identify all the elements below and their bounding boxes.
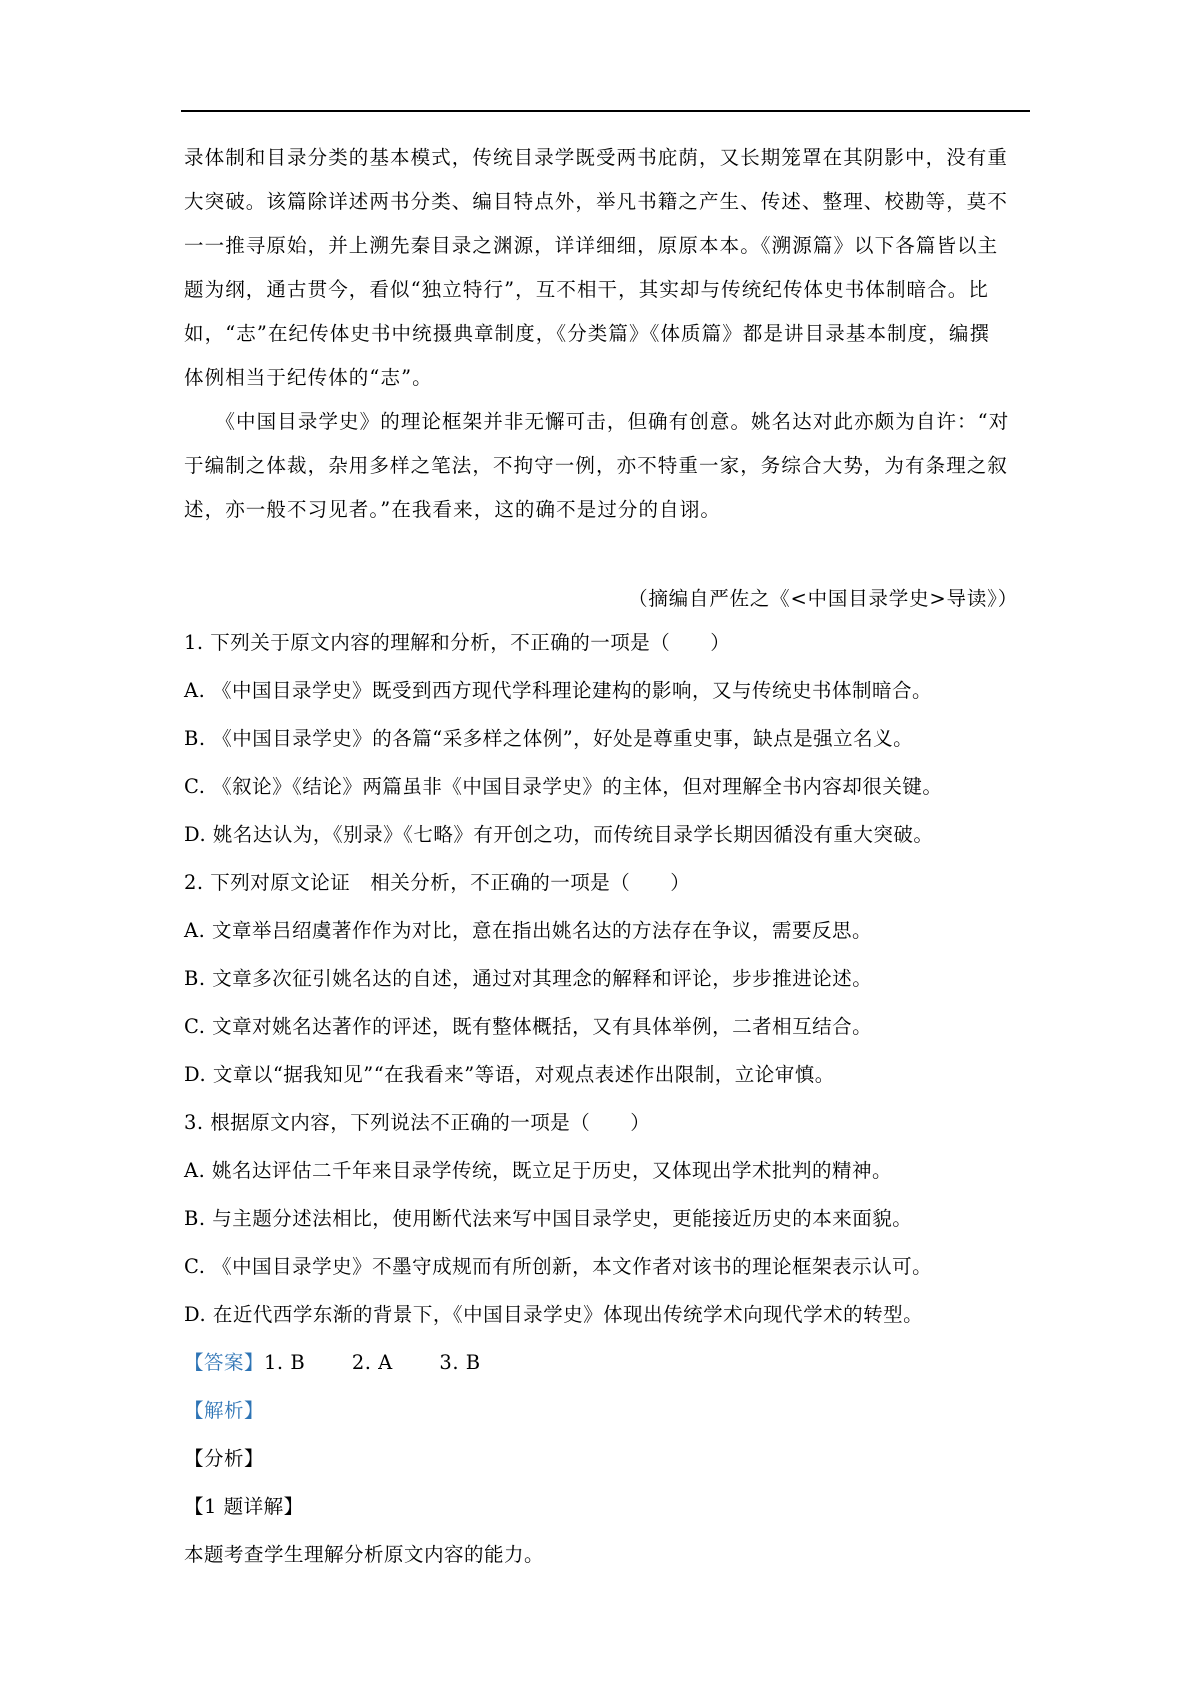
source-citation: （摘编自严佐之《<中国目录学史>导读》） [628,587,1018,610]
passage-line: 录体制和目录分类的基本模式，传统目录学既受两书庇荫，又长期笼罩在其阴影中，没有重 [184,146,1009,169]
question-stem: 2. 下列对原文论证 相关分析，不正确的一项是（ ） [184,871,691,894]
passage-line: 于编制之体裁，杂用多样之笔法，不拘守一例，亦不特重一家，务综合大势，为有条理之叙 [184,454,1009,477]
question-option: D. 在近代西学东渐的背景下，《中国目录学史》体现出传统学术向现代学术的转型。 [184,1303,924,1326]
question-stem: 3. 根据原文内容，下列说法不正确的一项是（ ） [184,1111,651,1134]
question-option: C. 《叙论》《结论》两篇虽非《中国目录学史》的主体，但对理解全书内容却很关键。 [184,775,943,798]
passage-line: 体例相当于纪传体的“志”。 [184,366,433,389]
question-option: A. 《中国目录学史》既受到西方现代学科理论建构的影响，又与传统史书体制暗合。 [184,679,932,702]
passage-line: 大突破。该篇除详述两书分类、编目特点外，举凡书籍之产生、传述、整理、校勘等，莫不 [184,190,1009,213]
answer-line [184,1349,481,1377]
question-option: B. 文章多次征引姚名达的自述，通过对其理念的解释和评论，步步推进论述。 [184,967,873,990]
question-option: A. 文章举吕绍虞著作作为对比，意在指出姚名达的方法存在争议，需要反思。 [184,919,872,942]
q1-detail-label: 【1 题详解】 [184,1495,304,1518]
answer-label: 【答案】 [184,1351,265,1374]
question-option: B. 与主题分述法相比，使用断代法来写中国目录学史，更能接近历史的本来面貌。 [184,1207,913,1230]
question-option: A. 姚名达评估二千年来目录学传统，既立足于历史，又体现出学术批判的精神。 [184,1159,892,1182]
analysis-label: 【解析】 [184,1399,265,1422]
question-option: D. 文章以“据我知见”“在我看来”等语，对观点表述作出限制，立论审慎。 [184,1063,835,1086]
question-option: B. 《中国目录学史》的各篇“采多样之体例”，好处是尊重史事，缺点是强立名义。 [184,727,914,750]
question-option: C. 《中国目录学史》不墨守成规而有所创新，本文作者对该书的理论框架表示认可。 [184,1255,933,1278]
question-option: D. 姚名达认为，《别录》《七略》有开创之功，而传统目录学长期因循没有重大突破。 [184,823,934,846]
q1-detail-text: 本题考查学生理解分析原文内容的能力。 [184,1543,545,1566]
question-option: C. 文章对姚名达著作的评述，既有整体概括，又有具体举例，二者相互结合。 [184,1015,873,1038]
passage-line: 一一推寻原始，并上溯先秦目录之渊源，详详细细，原原本本。《溯源篇》以下各篇皆以主 [184,234,999,257]
passage-line: 述，亦一般不习见者。”在我看来，这的确不是过分的自诩。 [184,498,721,521]
passage-line: 如，“志”在纪传体史书中统摄典章制度，《分类篇》《体质篇》都是讲目录基本制度，编撰 [184,322,991,345]
question-stem: 1. 下列关于原文内容的理解和分析，不正确的一项是（ ） [184,631,731,654]
passage-line: 《中国目录学史》的理论框架并非无懈可击，但确有创意。姚名达对此亦颇为自许：“对 [184,410,1010,433]
header-rule [181,110,1030,112]
answer-text: 1. B 2. A 3. B [264,1351,481,1374]
analysis-sub-label: 【分析】 [184,1447,265,1470]
passage-line: 题为纲，通古贯今，看似“独立特行”，互不相干，其实却与传统纪传体史书体制暗合。比 [184,278,989,301]
